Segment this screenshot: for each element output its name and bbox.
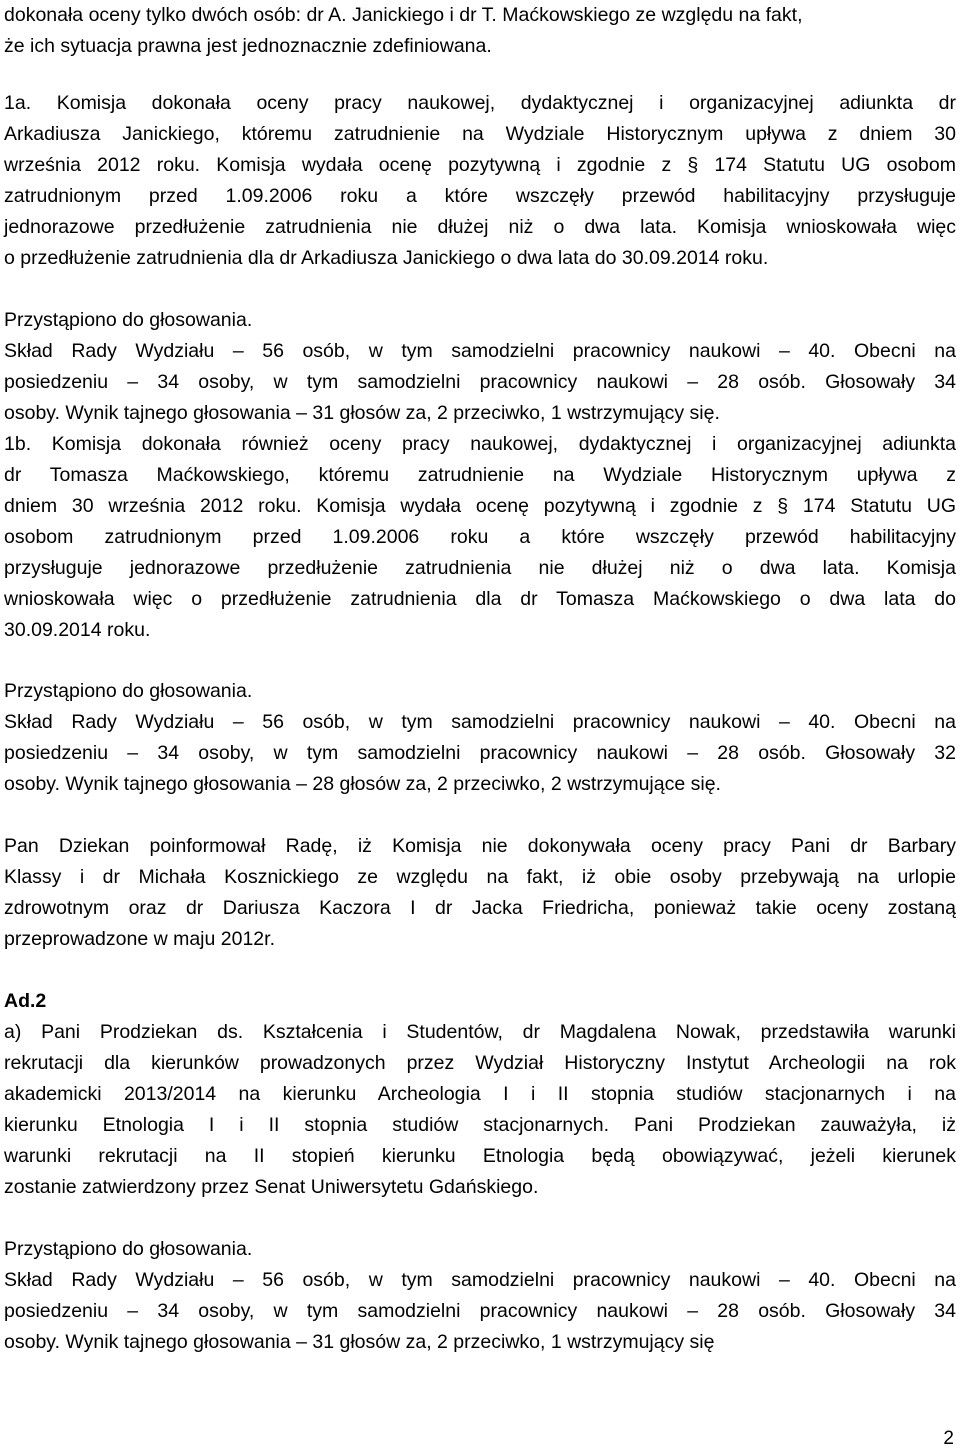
text-line: posiedzeniu – 34 osoby, w tym samodzielni pracownicy naukowi – 28 osób. Głosowały 32 bbox=[4, 742, 956, 764]
text-line: Ad.2 bbox=[4, 990, 47, 1012]
text-line: przysługuje jednorazowe przedłużenie zatrudnienia nie dłużej niż o dwa lata. Komisja bbox=[4, 557, 956, 579]
text-line: 1b. Komisja dokonała również oceny pracy naukowej, dydaktycznej i organizacyjnej adiunkta bbox=[4, 433, 956, 455]
text-line: Arkadiusza Janickiego, któremu zatrudnienie na Wydziale Historycznym upływa z dniem 30 bbox=[4, 123, 956, 145]
text-line: września 2012 roku. Komisja wydała ocenę pozytywną i zgodnie z § 174 Statutu UG osobom bbox=[4, 154, 956, 176]
text-line: zatrudnionym przed 1.09.2006 roku a które wszczęły przewód habilitacyjny przysługuje bbox=[4, 185, 956, 207]
text-line: osoby. Wynik tajnego głosowania – 28 głosów za, 2 przeciwko, 2 wstrzymujące się. bbox=[4, 773, 721, 795]
text-line: że ich sytuacja prawna jest jednoznacznie zdefiniowana. bbox=[4, 35, 492, 57]
text-line: jednorazowe przedłużenie zatrudnienia nie dłużej niż o dwa lata. Komisja wnioskowała więc bbox=[4, 216, 956, 238]
text-line: dokonała oceny tylko dwóch osób: dr A. Janickiego i dr T. Maćkowskiego ze względu na fakt, bbox=[4, 4, 803, 26]
text-line: 30.09.2014 roku. bbox=[4, 619, 151, 641]
text-line: kierunku Etnologia I i II stopnia studiów stacjonarnych. Pani Prodziekan zauważyła, iż bbox=[4, 1114, 956, 1136]
text-line: wnioskowała więc o przedłużenie zatrudnienia dla dr Tomasza Maćkowskiego o dwa lata do bbox=[4, 588, 956, 610]
text-line: posiedzeniu – 34 osoby, w tym samodzielni pracownicy naukowi – 28 osób. Głosowały 34 bbox=[4, 371, 956, 393]
text-line: zdrowotnym oraz dr Dariusza Kaczora I dr Jacka Friedricha, ponieważ takie oceny zostaną bbox=[4, 897, 956, 919]
text-line: dniem 30 września 2012 roku. Komisja wydała ocenę pozytywną i zgodnie z § 174 Statutu UG bbox=[4, 495, 956, 517]
text-line: osoby. Wynik tajnego głosowania – 31 głosów za, 2 przeciwko, 1 wstrzymujący się. bbox=[4, 402, 720, 424]
text-line: zostanie zatwierdzony przez Senat Uniwersytetu Gdańskiego. bbox=[4, 1176, 539, 1198]
text-line: Przystąpiono do głosowania. bbox=[4, 680, 253, 702]
text-line: o przedłużenie zatrudnienia dla dr Arkadiusza Janickiego o dwa lata do 30.09.2014 roku. bbox=[4, 247, 769, 269]
text-line: akademicki 2013/2014 na kierunku Archeologia I i II stopnia studiów stacjonarnych i na bbox=[4, 1083, 956, 1105]
text-line: dr Tomasza Maćkowskiego, któremu zatrudnienie na Wydziale Historycznym upływa z bbox=[4, 464, 956, 486]
text-line: warunki rekrutacji na II stopień kierunku Etnologia będą obowiązywać, jeżeli kierunek bbox=[4, 1145, 956, 1167]
text-line: Pan Dziekan poinformował Radę, iż Komisja nie dokonywała oceny pracy Pani dr Barbary bbox=[4, 835, 956, 857]
text-line: Klassy i dr Michała Kosznickiego ze względu na fakt, iż obie osoby przebywają na urlopie bbox=[4, 866, 956, 888]
text-line: Przystąpiono do głosowania. bbox=[4, 309, 253, 331]
text-line: Skład Rady Wydziału – 56 osób, w tym samodzielni pracownicy naukowi – 40. Obecni na bbox=[4, 1269, 956, 1291]
text-line: rekrutacji dla kierunków prowadzonych przez Wydział Historyczny Instytut Archeologii na rok bbox=[4, 1052, 956, 1074]
text-line: 1a. Komisja dokonała oceny pracy naukowej, dydaktycznej i organizacyjnej adiunkta dr bbox=[4, 92, 956, 114]
text-line: przeprowadzone w maju 2012r. bbox=[4, 928, 275, 950]
text-line: osobom zatrudnionym przed 1.09.2006 roku a które wszczęły przewód habilitacyjny bbox=[4, 526, 956, 548]
text-line: posiedzeniu – 34 osoby, w tym samodzielni pracownicy naukowi – 28 osób. Głosowały 34 bbox=[4, 1300, 956, 1322]
text-line: Przystąpiono do głosowania. bbox=[4, 1238, 253, 1260]
page-number: 2 bbox=[943, 1428, 954, 1449]
text-line: Skład Rady Wydziału – 56 osób, w tym samodzielni pracownicy naukowi – 40. Obecni na bbox=[4, 340, 956, 362]
text-line: Skład Rady Wydziału – 56 osób, w tym samodzielni pracownicy naukowi – 40. Obecni na bbox=[4, 711, 956, 733]
text-line: osoby. Wynik tajnego głosowania – 31 głosów za, 2 przeciwko, 1 wstrzymujący się bbox=[4, 1331, 715, 1353]
text-line: a) Pani Prodziekan ds. Kształcenia i Studentów, dr Magdalena Nowak, przedstawiła warunki bbox=[4, 1021, 956, 1043]
